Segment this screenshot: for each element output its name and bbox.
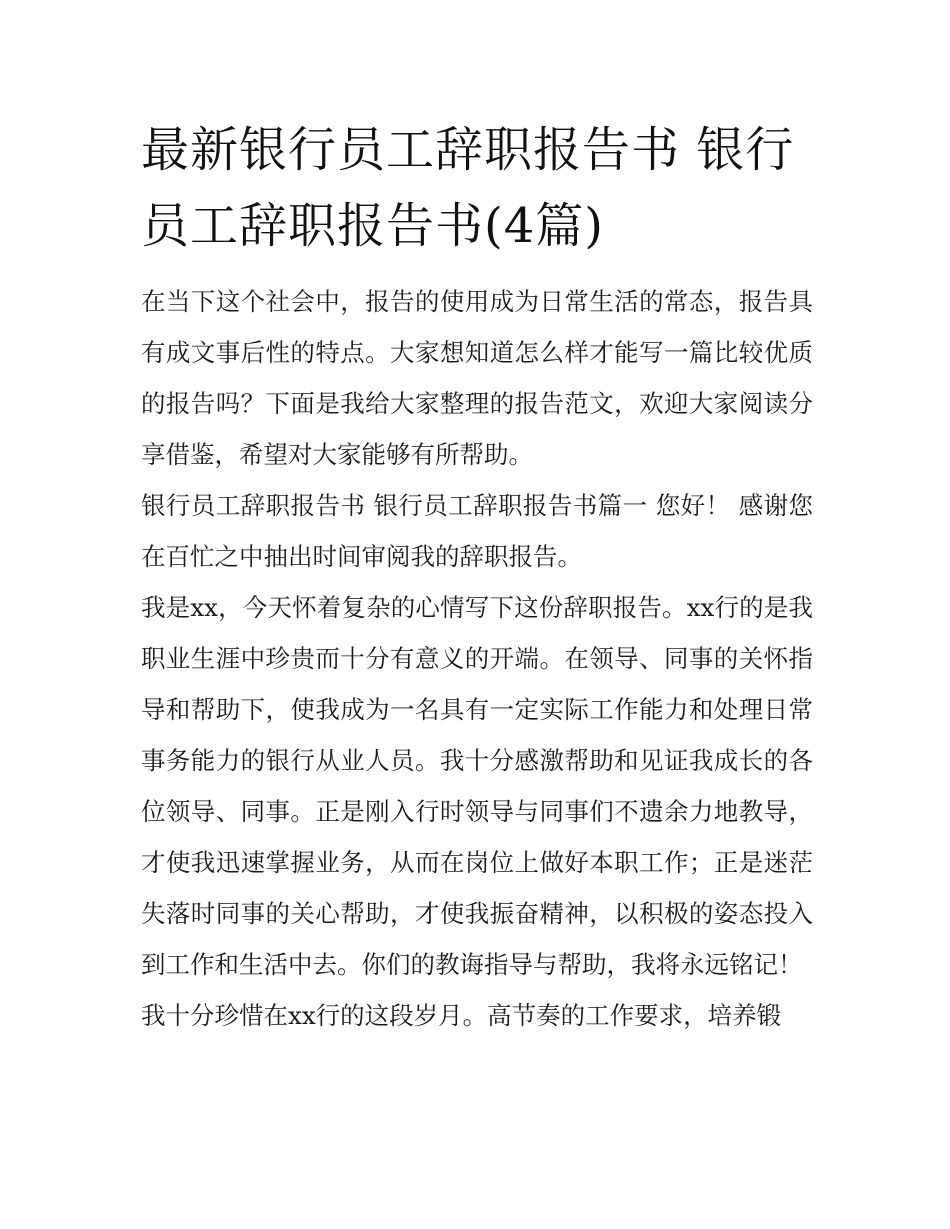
document-title: 最新银行员工辞职报告书 银行员工辞职报告书(4篇): [141, 122, 795, 254]
document-content: [141, 112, 813, 1041]
paragraph-gratitude: 我是xx，今天怀着复杂的心情写下这份辞职报告。xx行的是我职业生涯中珍贵而十分有意义的开端。在领导、同事的关怀指导和帮助下，使我成为一名具有一定实际工作能力和处理日常事务能力的银行从业人员。我十分感激帮助和见证我成长的各位领导、同事。正是刚入行时领导与同事们不遗余力地教导，才使我迅速掌握业务，从而在岗位上做好本职工作；正是迷茫失落时同事的关心帮助，才使我振奋精神，以积极的姿态投入到工作和生活中去。你们的教诲指导与帮助，我将永远铭记！: [141, 593, 813, 979]
paragraph-cherish: 我十分珍惜在xx行的这段岁月。高节奏的工作要求，培养锻: [141, 1001, 782, 1030]
paragraph-intro: 在当下这个社会中，报告的使用成为日常生活的常态，报告具有成文事后性的特点。大家想知道怎么样才能写一篇比较优质的报告吗？下面是我给大家整理的报告范文，欢迎大家阅读分享借鉴，希望对大家能够有所帮助。: [141, 287, 813, 469]
paragraph-greeting: 银行员工辞职报告书 银行员工辞职报告书篇一 您好！ 感谢您在百忙之中抽出时间审阅我的辞职报告。: [141, 491, 813, 571]
document-body: [141, 276, 813, 1041]
